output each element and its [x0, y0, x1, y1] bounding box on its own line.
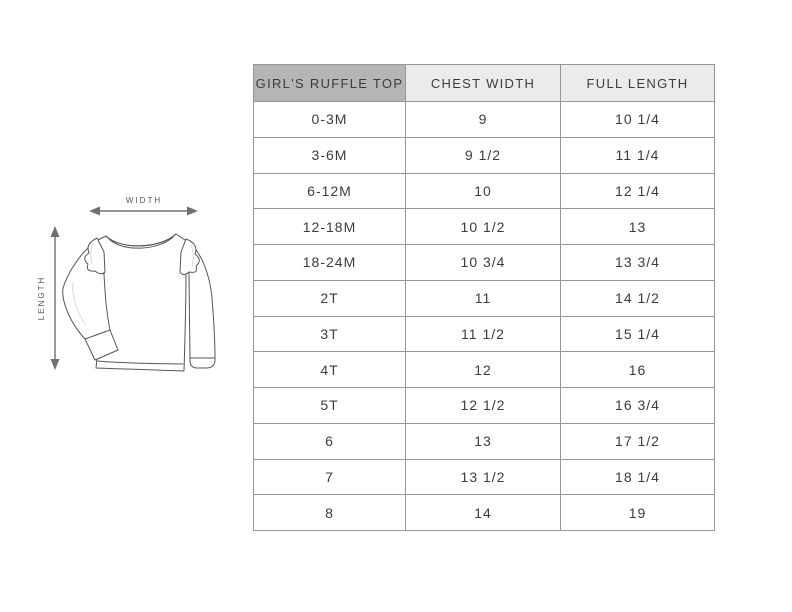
- size-cell: 18-24M: [254, 245, 406, 281]
- table-row: [254, 245, 715, 281]
- table-row: [254, 352, 715, 388]
- chest-width-cell: 10 3/4: [406, 245, 561, 281]
- size-cell: 0-3M: [254, 102, 406, 138]
- table-row: [254, 423, 715, 459]
- size-cell: 5T: [254, 388, 406, 424]
- table-row: [254, 209, 715, 245]
- chest-width-cell: 11: [406, 280, 561, 316]
- size-cell: 12-18M: [254, 209, 406, 245]
- full-length-cell: 17 1/2: [561, 423, 715, 459]
- full-length-cell: 11 1/4: [561, 137, 715, 173]
- chest-width-cell: 13: [406, 423, 561, 459]
- size-cell: 3T: [254, 316, 406, 352]
- header-chest-width: CHEST WIDTH: [406, 65, 561, 102]
- table-row: [254, 137, 715, 173]
- size-chart-table: [253, 64, 715, 531]
- chest-width-cell: 13 1/2: [406, 459, 561, 495]
- chest-width-cell: 12 1/2: [406, 388, 561, 424]
- full-length-cell: 16 3/4: [561, 388, 715, 424]
- width-arrow: [89, 196, 198, 216]
- size-cell: 6: [254, 423, 406, 459]
- length-arrow: [37, 226, 60, 370]
- length-label: LENGTH: [37, 275, 46, 321]
- full-length-cell: 18 1/4: [561, 459, 715, 495]
- full-length-cell: 12 1/4: [561, 173, 715, 209]
- table-row: [254, 280, 715, 316]
- size-cell: 6-12M: [254, 173, 406, 209]
- full-length-cell: 13 3/4: [561, 245, 715, 281]
- table-row: [254, 459, 715, 495]
- table-row: [254, 102, 715, 138]
- size-cell: 4T: [254, 352, 406, 388]
- chest-width-cell: 11 1/2: [406, 316, 561, 352]
- table-row: [254, 173, 715, 209]
- width-label: WIDTH: [125, 196, 163, 205]
- table-row: [254, 495, 715, 531]
- size-cell: 3-6M: [254, 137, 406, 173]
- size-cell: 2T: [254, 280, 406, 316]
- full-length-cell: 13: [561, 209, 715, 245]
- full-length-cell: 14 1/2: [561, 280, 715, 316]
- full-length-cell: 16: [561, 352, 715, 388]
- chest-width-cell: 12: [406, 352, 561, 388]
- full-length-cell: 15 1/4: [561, 316, 715, 352]
- size-cell: 8: [254, 495, 406, 531]
- header-row: [254, 65, 715, 102]
- full-length-cell: 19: [561, 495, 715, 531]
- chest-width-cell: 9 1/2: [406, 137, 561, 173]
- header-full-length: FULL LENGTH: [561, 65, 715, 102]
- garment-diagram: [25, 182, 240, 382]
- table-row: [254, 388, 715, 424]
- chest-width-cell: 10 1/2: [406, 209, 561, 245]
- chest-width-cell: 9: [406, 102, 561, 138]
- table-row: [254, 316, 715, 352]
- chest-width-cell: 14: [406, 495, 561, 531]
- full-length-cell: 10 1/4: [561, 102, 715, 138]
- chest-width-cell: 10: [406, 173, 561, 209]
- size-cell: 7: [254, 459, 406, 495]
- header-product: GIRL'S RUFFLE TOP: [254, 65, 406, 102]
